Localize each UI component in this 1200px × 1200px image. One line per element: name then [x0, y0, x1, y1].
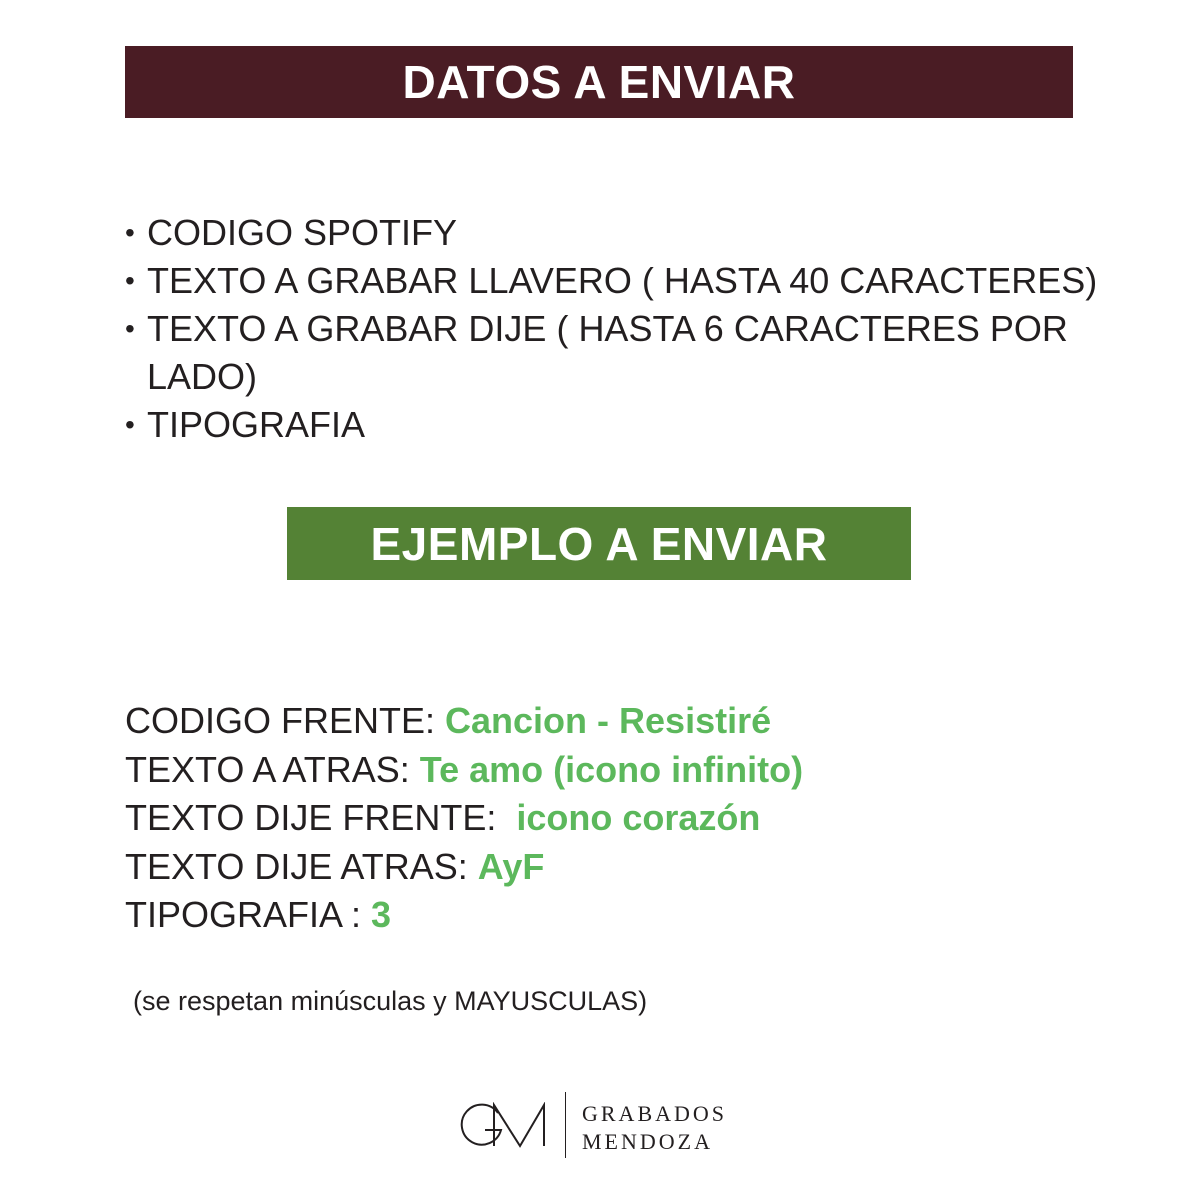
example-label: TEXTO DIJE ATRAS:	[125, 845, 478, 887]
bullet-icon: •	[125, 313, 135, 344]
list-item-label: TEXTO A GRABAR DIJE ( HASTA 6 CARACTERES POR LADO)	[147, 308, 1068, 397]
example-value: icono corazón	[516, 797, 761, 838]
datos-a-enviar-title: DATOS A ENVIAR	[402, 56, 796, 108]
grabados-mendoza-logo	[458, 1092, 758, 1162]
example-row-dije-atras	[125, 843, 1165, 892]
example-row-texto-atras	[125, 746, 1165, 795]
logo-wordmark	[582, 1100, 727, 1156]
case-sensitivity-note: (se respetan minúsculas y MAYUSCULAS)	[133, 986, 648, 1016]
example-label: TEXTO A ATRAS:	[125, 748, 420, 790]
list-item	[125, 401, 1185, 449]
list-item-label: CODIGO SPOTIFY	[147, 212, 458, 253]
example-label: CODIGO FRENTE:	[125, 700, 446, 741]
datos-a-enviar-banner	[125, 46, 1073, 118]
example-label: TEXTO DIJE FRENTE:	[125, 797, 517, 838]
logo-line-1: GRABADOS	[582, 1101, 728, 1126]
ejemplo-a-enviar-title: EJEMPLO A ENVIAR	[370, 517, 828, 570]
list-item-label: TEXTO A GRABAR LLAVERO ( HASTA 40 CARACTERES)	[147, 260, 1098, 301]
example-label: TIPOGRAFIA :	[125, 894, 372, 935]
bullet-icon: •	[125, 265, 135, 296]
logo-divider	[565, 1092, 566, 1158]
bullet-icon: •	[125, 409, 135, 440]
bullet-icon: •	[125, 217, 135, 248]
example-row-codigo-frente	[125, 697, 1165, 746]
logo-line-2: MENDOZA	[582, 1129, 713, 1154]
list-item-label: TIPOGRAFIA	[147, 404, 366, 445]
list-item	[125, 257, 1185, 305]
example-row-tipografia	[125, 891, 1165, 940]
required-data-list	[125, 209, 1185, 449]
example-value: Cancion - Resistiré	[445, 700, 772, 741]
example-row-dije-frente	[125, 794, 1165, 843]
list-item	[125, 305, 1185, 401]
list-item	[125, 209, 1185, 257]
example-value: 3	[371, 894, 392, 935]
example-value: AyF	[477, 845, 545, 887]
gm-monogram-icon	[458, 1102, 548, 1148]
example-value: Te amo (icono infinito)	[419, 748, 804, 790]
example-block	[125, 697, 1165, 940]
ejemplo-a-enviar-banner	[287, 507, 911, 580]
